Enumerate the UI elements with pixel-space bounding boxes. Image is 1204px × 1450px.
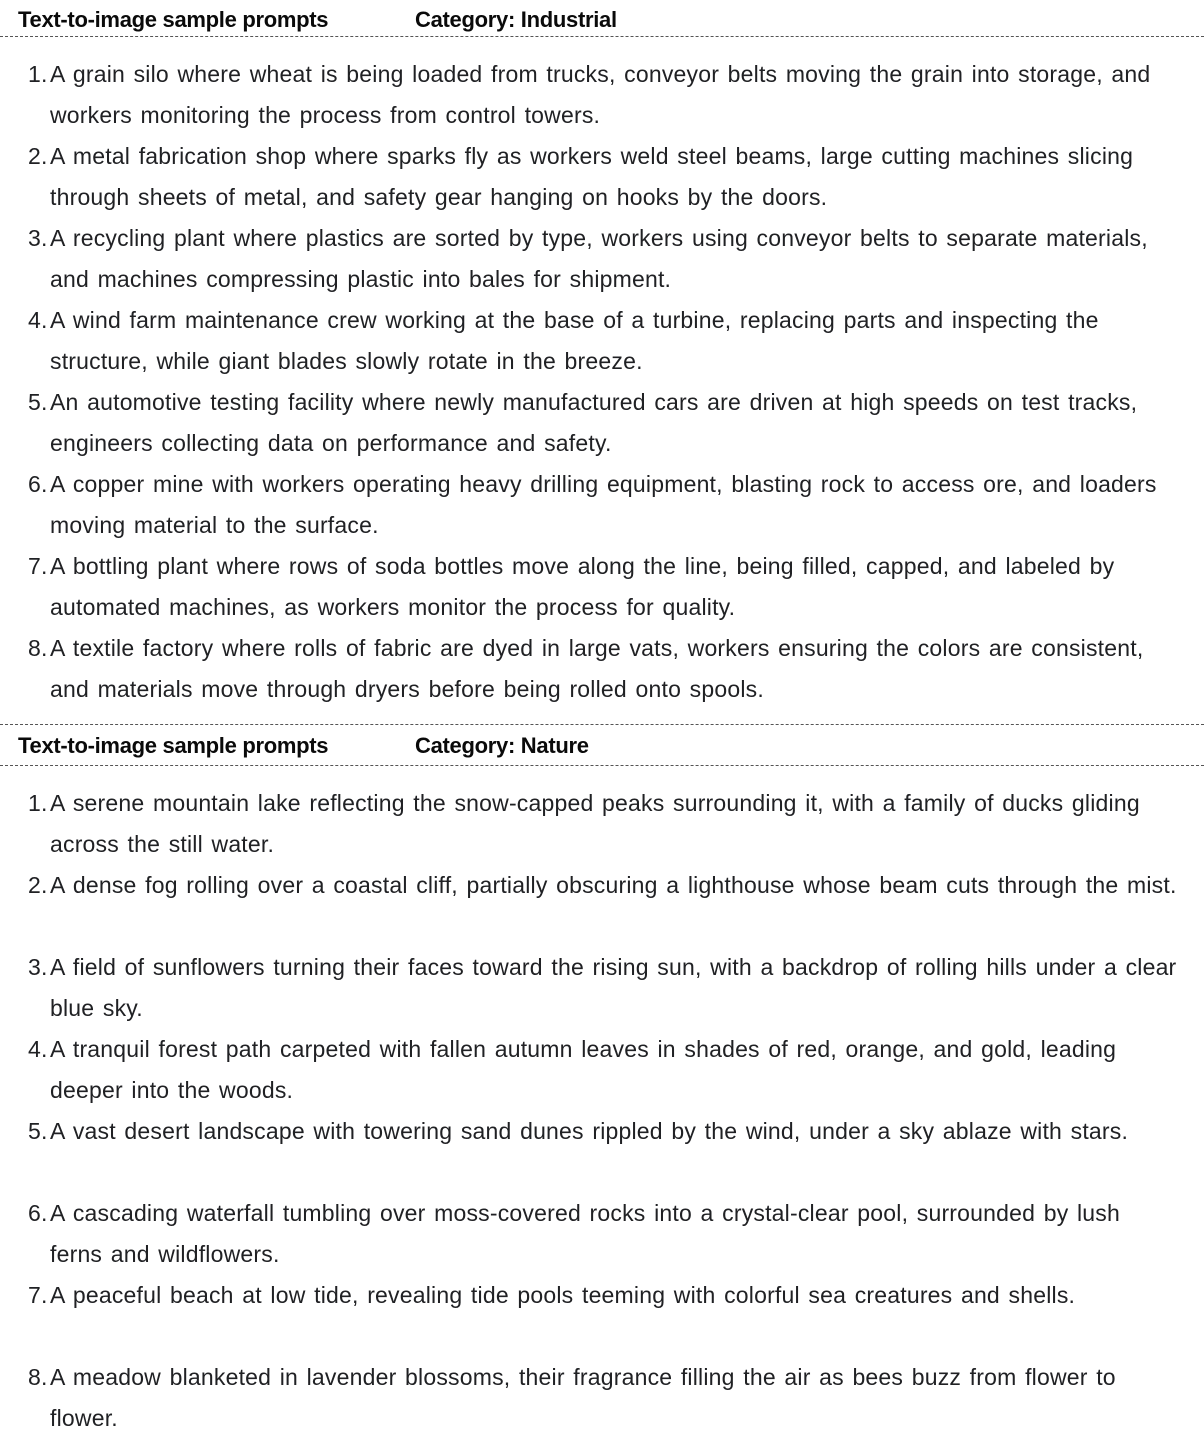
prompt-item (28, 865, 1178, 947)
prompt-text: A serene mountain lake reflecting the snow-capped peaks surrounding it, with a family of ducks gliding across the still water. (50, 790, 1140, 857)
prompt-text: A textile factory where rolls of fabric are dyed in large vats, workers ensuring the colors are consistent, and materials move through dryers before being rolled onto spools. (50, 635, 1144, 702)
prompt-item (28, 546, 1178, 628)
prompt-number: 1. (28, 61, 48, 87)
prompt-item (28, 1357, 1178, 1439)
prompt-number: 2. (28, 143, 48, 169)
prompt-number: 4. (28, 307, 48, 333)
prompt-number: 5. (28, 1118, 48, 1144)
prompt-item (28, 218, 1178, 300)
prompt-text: An automotive testing facility where newly manufactured cars are driven at high speeds on test tracks, engineers collecting data on performance and safety. (50, 389, 1138, 456)
prompt-text: A wind farm maintenance crew working at the base of a turbine, replacing parts and inspecting the structure, while giant blades slowly rotate in the breeze. (50, 307, 1099, 374)
prompt-list-industrial (0, 37, 1204, 724)
prompt-number: 4. (28, 1036, 48, 1062)
prompt-item (28, 628, 1178, 710)
section-title: Text-to-image sample prompts (18, 733, 329, 758)
prompt-item (28, 136, 1178, 218)
prompt-item (28, 783, 1178, 865)
section-header-industrial (0, 0, 1204, 37)
prompt-number: 1. (28, 790, 48, 816)
prompt-text: A copper mine with workers operating heavy drilling equipment, blasting rock to access ore, and loaders moving material to the surface. (50, 471, 1157, 538)
prompt-number: 8. (28, 635, 48, 661)
prompt-text: A grain silo where wheat is being loaded from trucks, conveyor belts moving the grain into storage, and workers monitoring the process from control towers. (50, 61, 1151, 128)
prompt-text: A bottling plant where rows of soda bottles move along the line, being filled, capped, and labeled by automated machines, as workers monitor the process for quality. (50, 553, 1115, 620)
prompt-text: A meadow blanketed in lavender blossoms, their fragrance filling the air as bees buzz from flower to flower. (50, 1364, 1116, 1431)
prompt-text: A peaceful beach at low tide, revealing tide pools teeming with colorful sea creatures and shells. (50, 1282, 1076, 1308)
prompt-item (28, 1029, 1178, 1111)
prompt-item (28, 1111, 1178, 1193)
prompt-text: A field of sunflowers turning their faces toward the rising sun, with a backdrop of rolling hills under a clear blue sky. (50, 954, 1177, 1021)
prompt-text: A recycling plant where plastics are sorted by type, workers using conveyor belts to separate materials, and machines compressing plastic into bales for shipment. (50, 225, 1148, 292)
prompt-text: A cascading waterfall tumbling over moss-covered rocks into a crystal-clear pool, surrounded by lush ferns and wildflowers. (50, 1200, 1120, 1267)
prompt-item (28, 54, 1178, 136)
section-header-nature (0, 724, 1204, 766)
prompt-number: 6. (28, 471, 48, 497)
prompt-item (28, 947, 1178, 1029)
prompt-text: A metal fabrication shop where sparks fly as workers weld steel beams, large cutting machines slicing through sheets of metal, and safety gear hanging on hooks by the doors. (50, 143, 1134, 210)
section-title: Text-to-image sample prompts (18, 7, 329, 32)
prompt-item (28, 300, 1178, 382)
section-category: Category: Industrial (415, 7, 617, 32)
prompt-text: A vast desert landscape with towering sand dunes rippled by the wind, under a sky ablaze with stars. (50, 1118, 1129, 1144)
prompt-number: 8. (28, 1364, 48, 1390)
section-category: Category: Nature (415, 733, 589, 758)
prompt-number: 7. (28, 553, 48, 579)
prompt-text: A tranquil forest path carpeted with fallen autumn leaves in shades of red, orange, and gold, leading deeper into the woods. (50, 1036, 1117, 1103)
prompt-number: 2. (28, 872, 48, 898)
prompt-number: 5. (28, 389, 48, 415)
prompt-item (28, 382, 1178, 464)
prompt-item (28, 1193, 1178, 1275)
prompt-text: A dense fog rolling over a coastal cliff, partially obscuring a lighthouse whose beam cuts through the mist. (50, 872, 1177, 898)
prompt-number: 3. (28, 954, 48, 980)
prompt-number: 6. (28, 1200, 48, 1226)
prompt-item (28, 464, 1178, 546)
prompt-number: 7. (28, 1282, 48, 1308)
prompt-number: 3. (28, 225, 48, 251)
prompt-list-nature (0, 766, 1204, 1450)
prompt-item (28, 1275, 1178, 1357)
